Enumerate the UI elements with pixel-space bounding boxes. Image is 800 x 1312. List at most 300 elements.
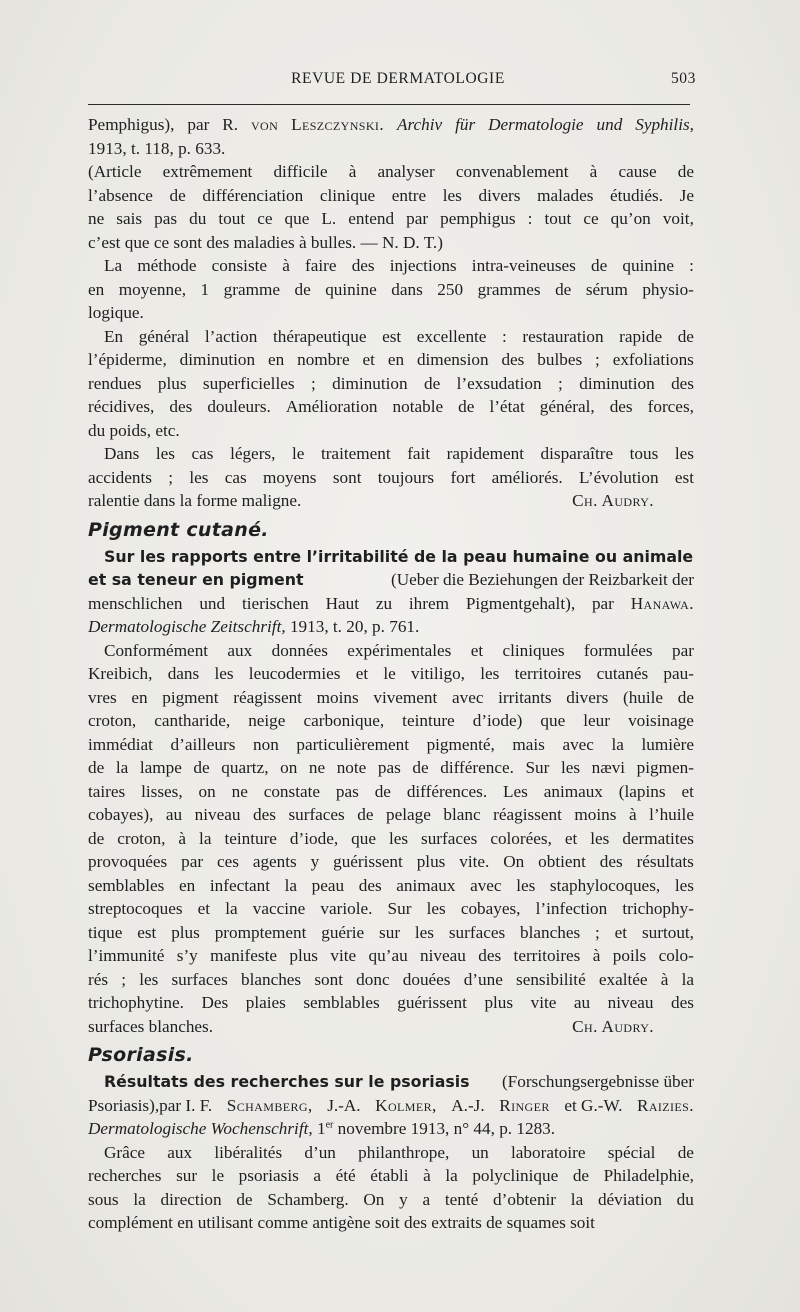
text-word: dans [391,279,423,299]
text-word: plus [171,922,200,942]
text-word: disparaître [540,444,614,463]
text-word: moins [574,805,617,824]
text-word: en [387,350,405,369]
text-word: diminution [579,373,655,393]
text-word: aux [227,640,253,660]
journal-name: für [455,115,476,134]
text-line [88,160,694,184]
text-word: tous [629,444,659,463]
text-word: Philadelphie, [603,1166,694,1185]
text-word: et [681,781,694,801]
text-word: de [677,162,694,181]
text-word: Schamberg. [267,1189,349,1209]
text-word: légers, [230,444,276,463]
text-word: moyens [263,467,317,487]
text-word: et [355,664,369,683]
text-word: de [357,805,374,824]
text-word: philanthrope, [358,1142,450,1162]
text-word: moins [316,687,359,707]
text-word: accidents [88,467,152,487]
text-word: quinine [325,279,377,299]
text-word: plus [416,852,446,871]
text-word: des [501,350,525,369]
text-word: plaies [245,993,286,1012]
page-number: 503 [670,70,696,87]
text-word: non [253,734,279,754]
text-word: des [599,852,623,871]
text-word: sont [314,969,343,989]
text-word: tout [218,209,246,228]
text-word: Sur [387,899,412,918]
text-word: les [155,444,175,463]
text-word: de [677,687,694,707]
text-run: Haut [325,593,359,613]
text-word: notable [392,397,444,416]
text-word: les [560,758,581,777]
text-word: la [570,1189,584,1209]
text-word: thérapeutique [272,326,367,346]
text-word: superficielles [202,373,295,393]
text-word: ce [257,209,273,228]
text-line [88,545,694,569]
text-line [88,874,694,898]
text-word: l’état [489,397,525,416]
text-word: cobayes, [460,899,521,918]
text-word: en [88,279,105,299]
journal-name: Archiv [396,115,443,134]
text-word: général, [539,397,595,416]
text-word: à [589,162,598,181]
text-word: des [358,875,382,895]
text-word: réagissent [233,687,302,707]
text-word: à [423,1166,431,1185]
signature-line [88,1015,694,1039]
text-line [88,733,694,757]
text-word: Dans [104,444,140,463]
signature: Ch. Audry. [572,491,654,510]
text-word: ; [558,373,563,393]
text-word: pas [377,758,401,777]
text-word: y [399,1189,408,1209]
text-word: exaltée [598,969,648,989]
text-word: voisinage [628,711,694,730]
text-word: l’exsudation [456,373,542,393]
text-word: de [169,185,186,205]
text-word: plus [484,993,514,1012]
text-line: 1913, t. 118, p. 633. [88,138,226,158]
text-word: irritants [498,687,552,707]
text-word: croton, [117,828,166,848]
text-line [88,325,694,349]
text-word: traitement [320,444,391,463]
text-word: des [671,993,694,1012]
text-word: cobayes), [88,805,154,824]
text-word: des [478,946,502,965]
text-word: colo- [658,946,694,965]
text-word: divers [566,687,609,707]
journal-name: Syphilis, [635,115,694,134]
article-title: Sur les rapports entre l’irritabilité de la peau humaine ou animale [104,546,694,566]
text-line [88,592,694,616]
text-word: est [382,326,402,346]
text-word: provoquées [88,852,168,871]
text-word: de [572,1166,590,1185]
text-run: A.-J. [451,1095,485,1115]
text-word: de [88,828,105,848]
text-word: ; [595,922,600,942]
text-word: blanches [240,969,302,989]
text-word: carbonique, [303,711,385,730]
text-word: immédiat [88,734,153,754]
text-word: douées [402,969,451,989]
text-word: entre [391,185,427,205]
text-word: staphylocoques, [549,875,661,895]
section-heading: Psoriasis. [88,1044,194,1066]
text-word: ; [121,969,127,989]
text-word: qu’on [610,209,651,228]
text-line [88,1141,694,1165]
text-word: la [115,758,129,777]
text-word: les [139,969,159,989]
text-word: du [676,1189,694,1209]
text-line [88,113,694,137]
text-word: vite. [459,852,490,871]
text-run: Pigmentgehalt), [465,593,576,613]
text-word: ; [310,373,316,393]
text-word: entend [348,209,395,228]
text-word: au [165,805,183,824]
text-word: trichophy- [622,899,694,918]
text-word: spécial [607,1142,656,1162]
text-line [88,639,694,663]
text-word: les [590,828,610,848]
text-word: animaux [543,781,603,801]
text-word: différenciation [202,185,304,205]
text-word: d’obtenir [493,1189,557,1209]
text-line [88,1070,694,1094]
article-subtitle: (Forschungsergebnisse über [501,1072,694,1091]
journal-name: Dermatologie [488,115,584,134]
text-word: exfoliations [612,350,694,369]
text-word: d’une [463,969,503,989]
text-word: des [169,397,193,416]
text-word: on [280,758,298,777]
text-line [88,827,694,851]
text-word: les [674,444,694,463]
text-word: Sur [525,758,550,777]
text-word: peau [311,875,345,895]
text-word: moyenne, [118,279,187,299]
text-line [88,1188,694,1212]
text-line: c’est que ce sont des maladies à bulles. — N. D. T.) [88,232,443,252]
text-word: cutanés [596,664,649,683]
text-word: On [363,1189,385,1209]
paragraph [88,1141,694,1235]
text-word: de [677,326,694,346]
paragraph [88,442,694,489]
text-word: a [422,1189,431,1209]
text-word: voit, [662,209,694,228]
text-word: teinture [402,711,455,730]
text-word: ne [308,758,326,777]
page-body [88,113,694,1235]
text-word: les [388,828,409,848]
text-word: fait [407,444,431,463]
text-word: les [214,664,234,683]
text-word: avec [562,734,594,754]
text-word: l’épiderme, [88,350,167,369]
text-word: en [131,687,148,707]
text-word: pigmenté, [426,734,495,754]
text-word: blanches [520,922,581,942]
text-word: aux [167,1142,193,1162]
text-word: et [197,899,211,918]
text-word: s’y [176,946,198,965]
text-word: récidives, [88,397,155,416]
text-word: R. [222,115,239,134]
text-word: dans [167,664,200,683]
date: 1er [316,1119,334,1138]
text-word: note [336,758,367,777]
text-word: dimension [416,350,489,369]
text-word: de [294,279,311,299]
text-word: au [573,993,591,1012]
text-word: territoires [513,946,581,965]
text-word: que [351,828,376,848]
text-word: niveau [194,805,241,824]
text-word: sur [176,1166,198,1185]
text-word: méthode [137,256,197,275]
text-word: les [480,664,500,683]
text-word: la [681,969,694,989]
text-line [88,662,694,686]
text-word: le [211,1166,225,1185]
author-name: von [250,115,279,134]
text-word: surfaces [288,805,345,824]
text-word: pigment [162,687,219,707]
text-word: (lapins [618,781,666,801]
article-title: Résultats des recherches sur le psoriasis [104,1072,470,1091]
text-word: tout [544,209,572,228]
text-word: le [291,444,305,463]
text-word: différence. [440,758,514,777]
text-word: agents [252,852,297,871]
text-word: la [199,828,212,848]
text-word: ; [595,350,600,369]
text-word: lumière [641,734,694,754]
text-word: de [193,758,210,777]
text-line: logique. [88,303,144,322]
text-line [88,184,694,208]
text-line [88,442,694,466]
text-word: un [471,1142,489,1162]
text-word: croton, [88,711,137,730]
text-word: vivement [373,687,438,707]
text-word: des [351,256,375,275]
text-line [88,921,694,945]
paragraph [88,325,694,443]
text-word: les [426,899,446,918]
text-word: la [133,1189,146,1209]
text-word: La [104,256,123,275]
text-word: de [677,1142,694,1162]
author-name: Hanawa. [630,593,694,613]
text-word: Je [679,185,694,205]
text-word: vite [330,946,357,965]
text-word: fort [450,467,476,487]
text-word: des [253,805,276,824]
text-word: diminution [332,373,408,393]
text-word: a [313,1166,322,1185]
text-word: à [348,162,357,181]
text-run: J.-A. [327,1095,361,1115]
text-word: à [178,828,187,848]
text-line: complément en utilisant comme antigène soit des extraits de squames soit [88,1213,595,1232]
text-word: établi [370,1166,409,1185]
text-word: nombre [297,350,350,369]
text-word: plus [289,946,318,965]
text-word: de [374,781,391,801]
text-word: polyclinique [472,1166,559,1185]
text-word: l’absence [88,185,153,205]
text-word: malades [537,185,594,205]
text-line [88,850,694,874]
author-name: Schamberg, [226,1095,313,1115]
text-word: semblables [88,875,165,895]
paragraph [88,639,694,1015]
text-word: Conformément [104,640,209,660]
text-word: différences. [406,781,488,801]
text-word: cliniques [502,640,565,660]
text-word: tenté [444,1189,479,1209]
text-word: sensibilité [516,969,586,989]
text-word: améliorés. [491,467,563,487]
text-word: de [458,397,475,416]
text-word: les [516,875,536,895]
text-word: et [362,350,375,369]
text-run: ihrem [408,593,449,613]
text-word: de [591,256,608,275]
text-line [88,991,694,1015]
text-line [88,348,694,372]
text-line [88,278,694,302]
reference: novembre 1913, n° 44, p. 1283. [337,1119,556,1138]
text-word: constate [263,781,321,801]
text-word: Grâce [104,1142,146,1162]
text-word: rendues [88,373,142,393]
text-word: que [284,209,310,228]
text-line [88,709,694,733]
section-heading: Pigment cutané. [88,518,269,541]
text-word: donc [356,969,390,989]
text-word: d’ailleurs [170,734,236,754]
text-word: par [181,852,204,871]
text-word: quinine [622,256,674,275]
text-line [88,686,694,710]
text-word: la [445,1166,458,1185]
text-word: diminution [179,350,256,369]
text-word: expérimentales [347,640,452,660]
text-word: lisses, [141,781,183,801]
text-word: : [689,256,694,275]
text-line [88,466,694,490]
journal-name: Dermatologische Wochenschrift, [88,1119,313,1138]
text-word: de [555,279,572,299]
text-word: de [424,373,441,393]
text-word: faire [305,256,337,275]
text-word: En [104,326,124,346]
text-word: l’action [204,326,258,346]
text-word: convenablement [455,162,569,181]
text-word: cause [618,162,657,181]
page-header [88,70,708,96]
text-word: rapidement [446,444,524,463]
text-word: les [189,467,209,487]
text-word: les [442,185,462,205]
text-word: guérissent [397,993,467,1012]
text-word: : [527,209,533,228]
text-word: pelage [386,805,431,824]
text-word: gramme [223,279,280,299]
text-word: cas [191,444,214,463]
text-word: niveau [420,946,466,965]
text-word: consiste [211,256,268,275]
text-word: infectant [209,875,270,895]
text-word: douleurs. [207,397,271,416]
text-word: l’infection [535,899,608,918]
text-word: par [406,209,429,228]
text-word: la [611,734,624,754]
text-word: difficile [273,162,328,181]
text-word: pas [335,781,359,801]
text-word: à [282,256,290,275]
text-word: ; [168,467,174,487]
text-word: promptement [214,922,307,942]
text-word: neige [248,711,286,730]
text-word: rés [88,969,109,989]
journal-name: Dermatologische Zeitschrift, [88,617,286,636]
text-word: et [564,828,578,848]
text-word: restauration [522,326,604,346]
text-word: surfaces [421,828,478,848]
text-word: en [267,350,285,369]
text-word: étudiés. [610,185,664,205]
text-word: grammes [477,279,541,299]
text-word: Les [503,781,528,801]
text-line [88,756,694,780]
text-word: excellente [416,326,487,346]
text-word: colorées, [490,828,552,848]
text-word: à [592,946,601,965]
signature-line [88,489,694,513]
text-word: ne [88,209,105,228]
text-word: sous [88,1189,119,1209]
text-word: sur [379,922,401,942]
text-word: L. [321,209,337,228]
text-word: streptocoques [88,899,183,918]
text-word: cantharide, [154,711,231,730]
text-word: (Article [88,162,142,181]
text-word: leucodermies [248,664,341,683]
text-word: du [189,209,207,228]
text-run: et G.-W. [564,1095,623,1115]
text-word: : [502,326,507,346]
text-word: 250 [437,279,464,299]
text-word: le [383,664,396,683]
text-word: la [284,875,298,895]
text-word: que [540,711,566,730]
article-subtitle: (Ueber die Beziehungen der Reizbarkeit der [390,570,694,589]
